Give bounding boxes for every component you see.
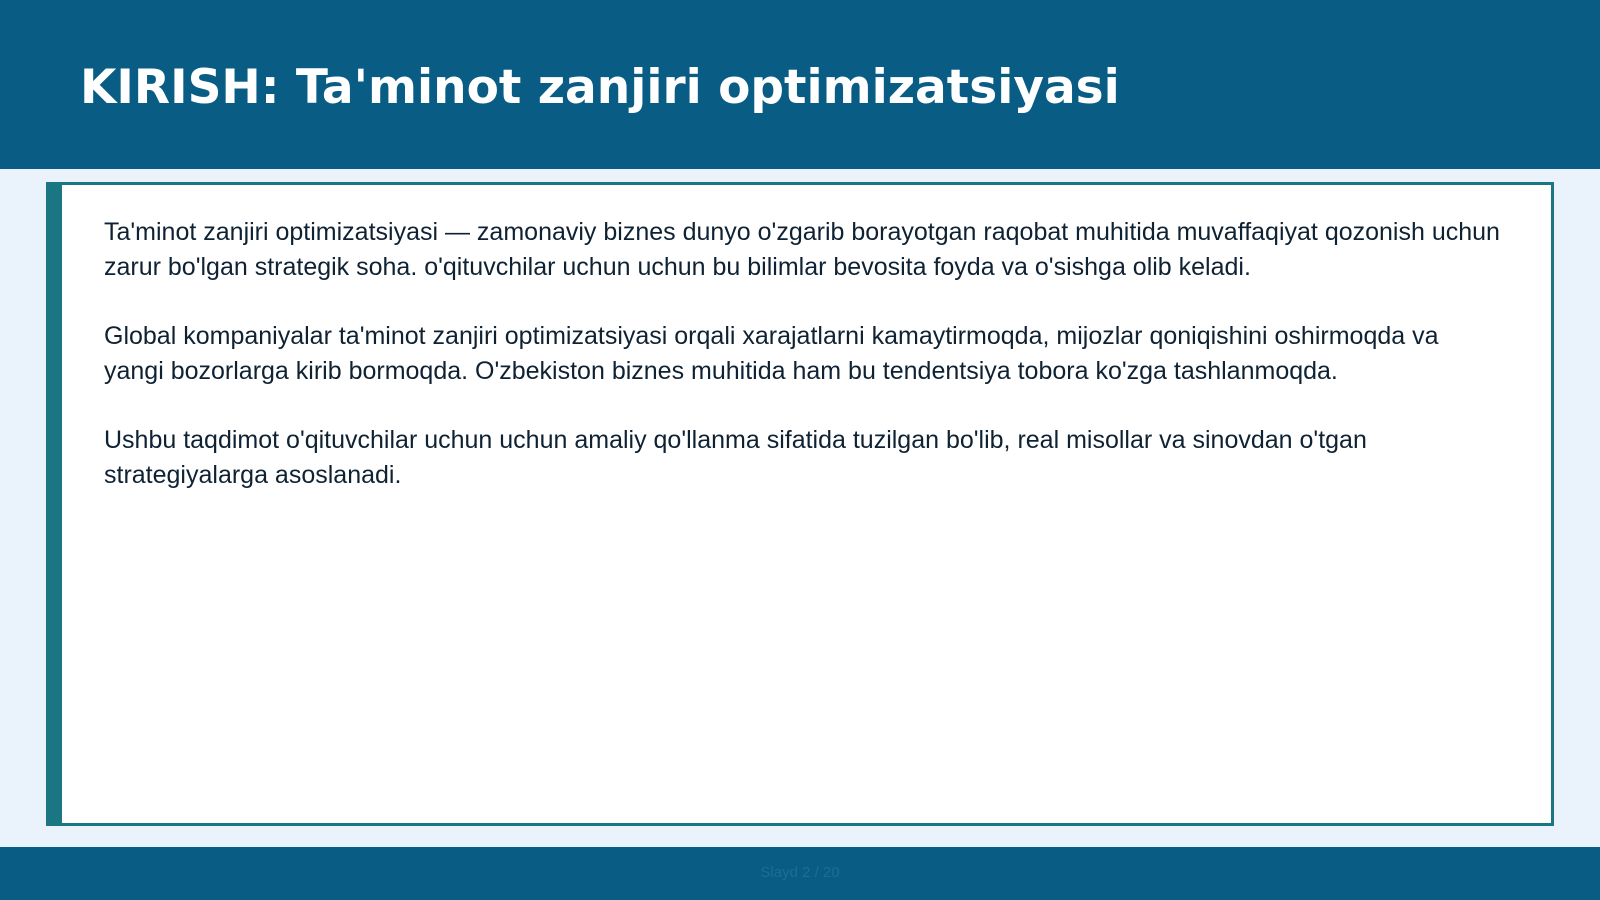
paragraph-intro: Ta'minot zanjiri optimizatsiyasi — zamonaviy biznes dunyo o'zgarib borayotgan raqobat muhitida muvaffaqiyat qozonish uchun zarur bo'lgan strategik soha. o'qituvchilar uchun uchun bu bilimlar bevosita foyda va o'sishga olib keladi. (104, 218, 1500, 281)
slide-title: KIRISH: Ta'minot zanjiri optimizatsiyasi (80, 60, 1120, 115)
slide-footer (0, 847, 1600, 900)
content-text (104, 215, 1504, 527)
paragraph-presentation-purpose: Ushbu taqdimot o'qituvchilar uchun uchun amaliy qo'llanma sifatida tuzilgan bo'lib, real misollar va sinovdan o'tgan strategiyalarga asoslanadi. (104, 426, 1367, 489)
content-card (46, 182, 1554, 826)
slide-header (0, 0, 1600, 169)
slide-number: Slayd 2 / 20 (760, 864, 840, 881)
paragraph-global-companies: Global kompaniyalar ta'minot zanjiri optimizatsiyasi orqali xarajatlarni kamaytirmoqda, mijozlar qoniqishini oshirmoqda va yangi bozorlarga kirib bormoqda. O'zbekiston biznes muhitida ham bu tendentsiya tobora ko'zga tashlanmoqda. (104, 322, 1439, 385)
